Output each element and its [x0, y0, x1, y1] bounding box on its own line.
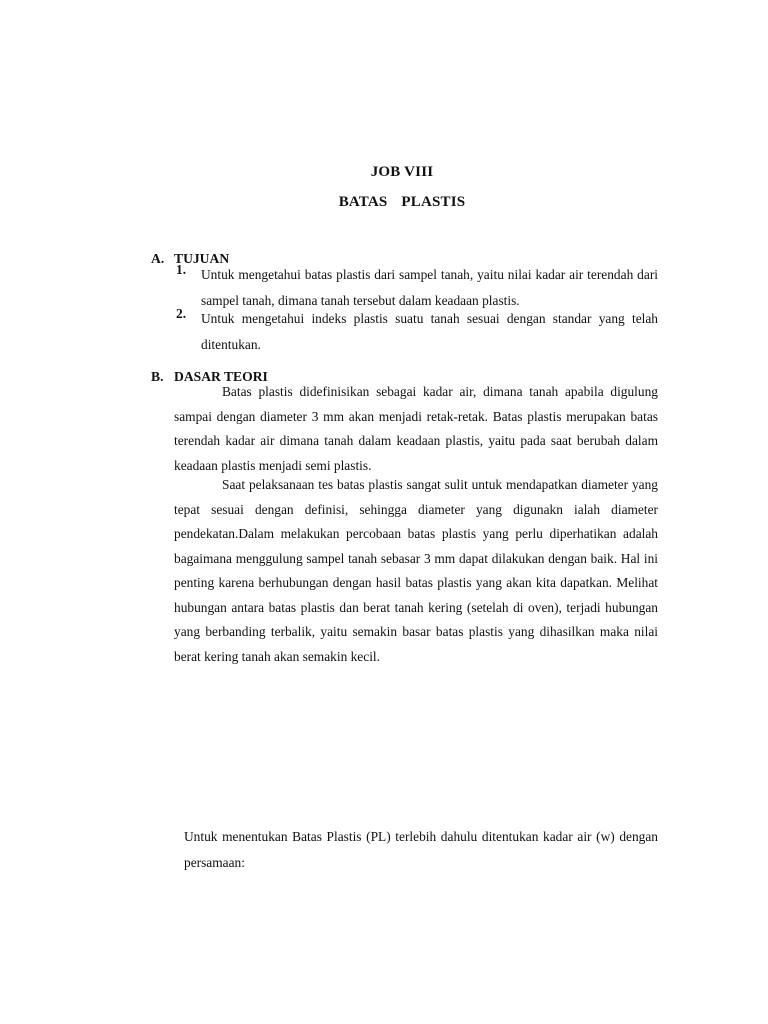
- theory-paragraph: [174, 380, 658, 478]
- document-title: JOB VIII: [370, 164, 434, 180]
- document-subtitle: BATAS PLASTIS: [338, 194, 466, 210]
- list-item: [176, 306, 658, 358]
- list-item-number: 2.: [176, 306, 187, 321]
- closing-paragraph: Untuk menentukan Batas Plastis (PL) terlebih dahulu ditentukan kadar air (w) dengan persamaan:: [184, 829, 658, 870]
- section-b-letter: B.: [151, 369, 164, 384]
- section-a-letter: A.: [151, 251, 165, 266]
- theory-paragraph-text: Batas plastis didefinisikan sebagai kadar air, dimana tanah apabila digulung sampai dengan diameter 3 mm akan menjadi retak-retak. Batas plastis merupakan batas terendah kadar air dimana tanah dalam keadaan plastis, yaitu pada saat berubah dalam keadaan plastis menjadi semi plastis.: [174, 384, 658, 473]
- list-item-text: Untuk mengetahui indeks plastis suatu tanah sesuai dengan standar yang telah ditentukan.: [201, 311, 658, 352]
- section-b-title: DASAR TEORI: [174, 369, 268, 384]
- theory-paragraph: [174, 473, 658, 669]
- list-item-number: 1.: [176, 262, 187, 277]
- section-a-title: TUJUAN: [174, 251, 230, 266]
- theory-paragraph-text: Saat pelaksanaan tes batas plastis sangat sulit untuk mendapatkan diameter yang tepat sesuai dengan definisi, sehingga diameter yang digunakn ialah diameter pendekatan.Dalam melakukan percobaan batas plastis yang perlu diperhatikan adalah bagaimana menggulung sampel tanah sebasar 3 mm dapat dilakukan dengan baik. Hal ini penting karena berhubungan dengan hasil batas plastis yang akan kita dapatkan. Melihat hubungan antara batas plastis dan berat tanah kering (setelah di oven), terjadi hubungan yang berbanding terbalik, yaitu semakin basar batas plastis yang dihasilkan maka nilai berat kering tanah akan semakin kecil.: [174, 477, 658, 664]
- list-item-text: Untuk mengetahui batas plastis dari sampel tanah, yaitu nilai kadar air terendah dari sampel tanah, dimana tanah tersebut dalam keadaan plastis.: [201, 267, 658, 308]
